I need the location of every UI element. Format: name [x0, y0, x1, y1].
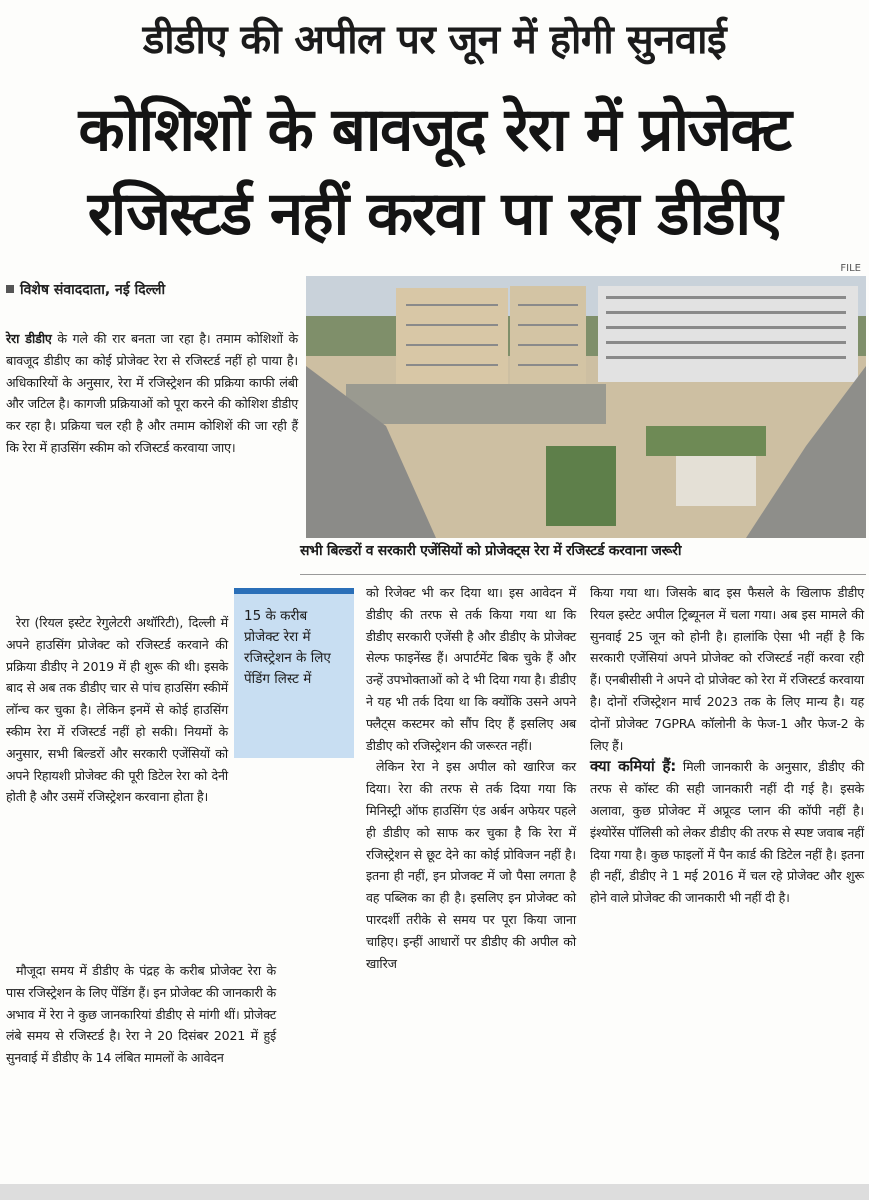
column-1-paragraph-1: के गले की रार बनता जा रहा है। तमाम कोशिशों के बावजूद डीडीए का कोई प्रोजेक्ट रेरा से रजिस्टर्ड नहीं हो पाया है। अधिकारियों के अनुसार, रेरा में रजिस्ट्रेशन की प्रक्रिया काफी लंबी और जटिल है। कागजी प्रक्रियाओं को पूरा करने की कोशिश डीडीए कर रहा है। प्रक्रिया चल रही है और तमाम कोशिशें की जा रही हैं कि रेरा में हाउसिंग स्कीम को रजिस्टर्ड करवाया जाए। [6, 331, 298, 455]
column-1-paragraph-2: रेरा (रियल इस्टेट रेगुलेटरी अथॉरिटी), दिल्ली में अपने हाउसिंग प्रोजेक्ट को रजिस्टर्ड करवाने की प्रक्रिया डीडीए ने 2019 में ही शुरू की थी। इसके बाद से अब तक डीडीए चार से पांच हाउसिंग स्कीमें लॉन्च कर चुका है। लेकिन इनमें से कोई हाउसिंग स्कीम रेरा में रजिस्टर्ड नहीं हो सकी। नियमों के अनुसार, सभी बिल्डरों और सरकारी एजेंसियों को अपने रिहायशी प्रोजेक्ट की पूरी डिटेल रेरा को देनी होती है और उसमें रजिस्ट्रेशन करवाना होता है। [6, 615, 228, 805]
photo-caption: सभी बिल्डरों व सरकारी एजेंसियों को प्रोजेक्ट्स रेरा में रजिस्टर्ड करवाना जरूरी [300, 543, 682, 559]
headline-line-2: रजिस्टर्ड नहीं करवा पा रहा डीडीए [87, 179, 782, 249]
subheading-what-are-shortcomings: क्या कमियां हैं: [590, 757, 677, 776]
column-3 [590, 582, 864, 909]
pull-quote-text: 15 के करीब प्रोजेक्ट रेरा में रजिस्ट्रेशन के लिए पेंडिंग लिस्ट में [244, 608, 331, 687]
lead-word: रेरा डीडीए [6, 331, 52, 346]
caption-rule [300, 574, 866, 575]
headline-line-1: कोशिशों के बावजूद रेरा में प्रोजेक्ट [78, 95, 791, 165]
kicker-headline: डीडीए की अपील पर जून में होगी सुनवाई [142, 17, 727, 63]
pull-quote-box [234, 588, 354, 758]
column-1-bottom [6, 960, 276, 1069]
construction-site-image [306, 276, 866, 538]
byline-square-icon [6, 285, 14, 293]
column-3-paragraph-1: किया गया था। जिसके बाद इस फैसले के खिलाफ डीडीए रियल इस्टेट अपील ट्रिब्यूनल में चला गया। अब इस मामले की सुनवाई 25 जून को होनी है। हालांकि ऐसा भी नहीं है कि सरकारी एजेंसियां अपने प्रोजेक्ट को रजिस्टर्ड नहीं करवा रही हैं। एनबीसीसी ने अपने दो प्रोजेक्ट को रेरा में रजिस्टर्ड करवाया है। दोनों रजिस्ट्रेशन मार्च 2023 तक के लिए मान्य है। यह दोनों प्रोजेक्ट 7GPRA कॉलोनी के फेज-1 और फेज-2 के लिए हैं। [590, 585, 864, 753]
byline [6, 280, 165, 299]
column-2 [366, 582, 576, 974]
column-2-paragraph-1: को रिजेक्ट भी कर दिया था। इस आवेदन में डीडीए की तरफ से तर्क किया गया था कि डीडीए सरकारी एजेंसी है और डीडीए के प्रोजेक्ट सेल्फ फाइनेंस्ड हैं। अपार्टमेंट बिक चुके हैं और उन्हें उपभोक्ताओं को दे भी दिया गया है। डीडीए ने यह भी तर्क दिया था कि क्योंकि उसने अपने फ्लैट्स कस्टमर को सौंप दिए हैं इसलिए अब डीडीए को रजिस्ट्रेशन की जरूरत नहीं। [366, 585, 576, 753]
page-bottom-strip [0, 1184, 869, 1200]
column-1-top [6, 328, 298, 459]
column-1-wrap [6, 612, 228, 808]
photo-credit-label: FILE [840, 263, 861, 274]
column-1-paragraph-3: मौजूदा समय में डीडीए के पंद्रह के करीब प्रोजेक्ट रेरा के पास रजिस्ट्रेशन के लिए पेंडिंग हैं। इन प्रोजेक्ट की जानकारी के अभाव में रेरा ने कुछ जानकारियां डीडीए से मांगी थीं। प्रोजेक्ट लंबे समय से रजिस्टर्ड है। रेरा ने 20 दिसंबर 2021 में हुई सुनवाई में डीडीए के 14 लंबित मामलों के आवेदन [6, 963, 276, 1066]
column-3-paragraph-2: मिली जानकारी के अनुसार, डीडीए की तरफ से कॉस्ट की सही जानकारी नहीं दी गई है। इसके अलावा, कुछ प्रोजेक्ट में अप्रूव्ड प्लान की कॉपी नहीं है। इंश्योरेंस पॉलिसी को लेकर डीडीए की तरफ से स्पष्ट जवाब नहीं दिया गया है। कुछ फाइलों में पैन कार्ड की डिटेल नहीं है। इतना ही नहीं, डीडीए ने 1 मई 2016 में चल रहे प्रोजेक्ट और शुरू होने वाले प्रोजेक्ट की जानकारी भी नहीं दी है। [590, 759, 865, 906]
news-photo [306, 276, 866, 538]
byline-text: विशेष संवाददाता, नई दिल्ली [20, 282, 166, 298]
column-2-paragraph-2: लेकिन रेरा ने इस अपील को खारिज कर दिया। रेरा की तरफ से तर्क दिया गया कि मिनिस्ट्री ऑफ हाउसिंग एंड अर्बन अफेयर पहले ही डीडीए को साफ कर चुका है कि रेरा में रजिस्ट्रेशन से छूट देने का कोई प्रोविजन नहीं है। इतना ही नहीं, इन प्रोजक्ट में जो पैसा लगता है वह पब्लिक का ही है। इसलिए इन प्रोजेक्ट को पारदर्शी तरीके से समय पर पूरा किया जाना चाहिए। इन्हीं आधारों पर डीडीए की अपील को खारिज [366, 759, 576, 971]
